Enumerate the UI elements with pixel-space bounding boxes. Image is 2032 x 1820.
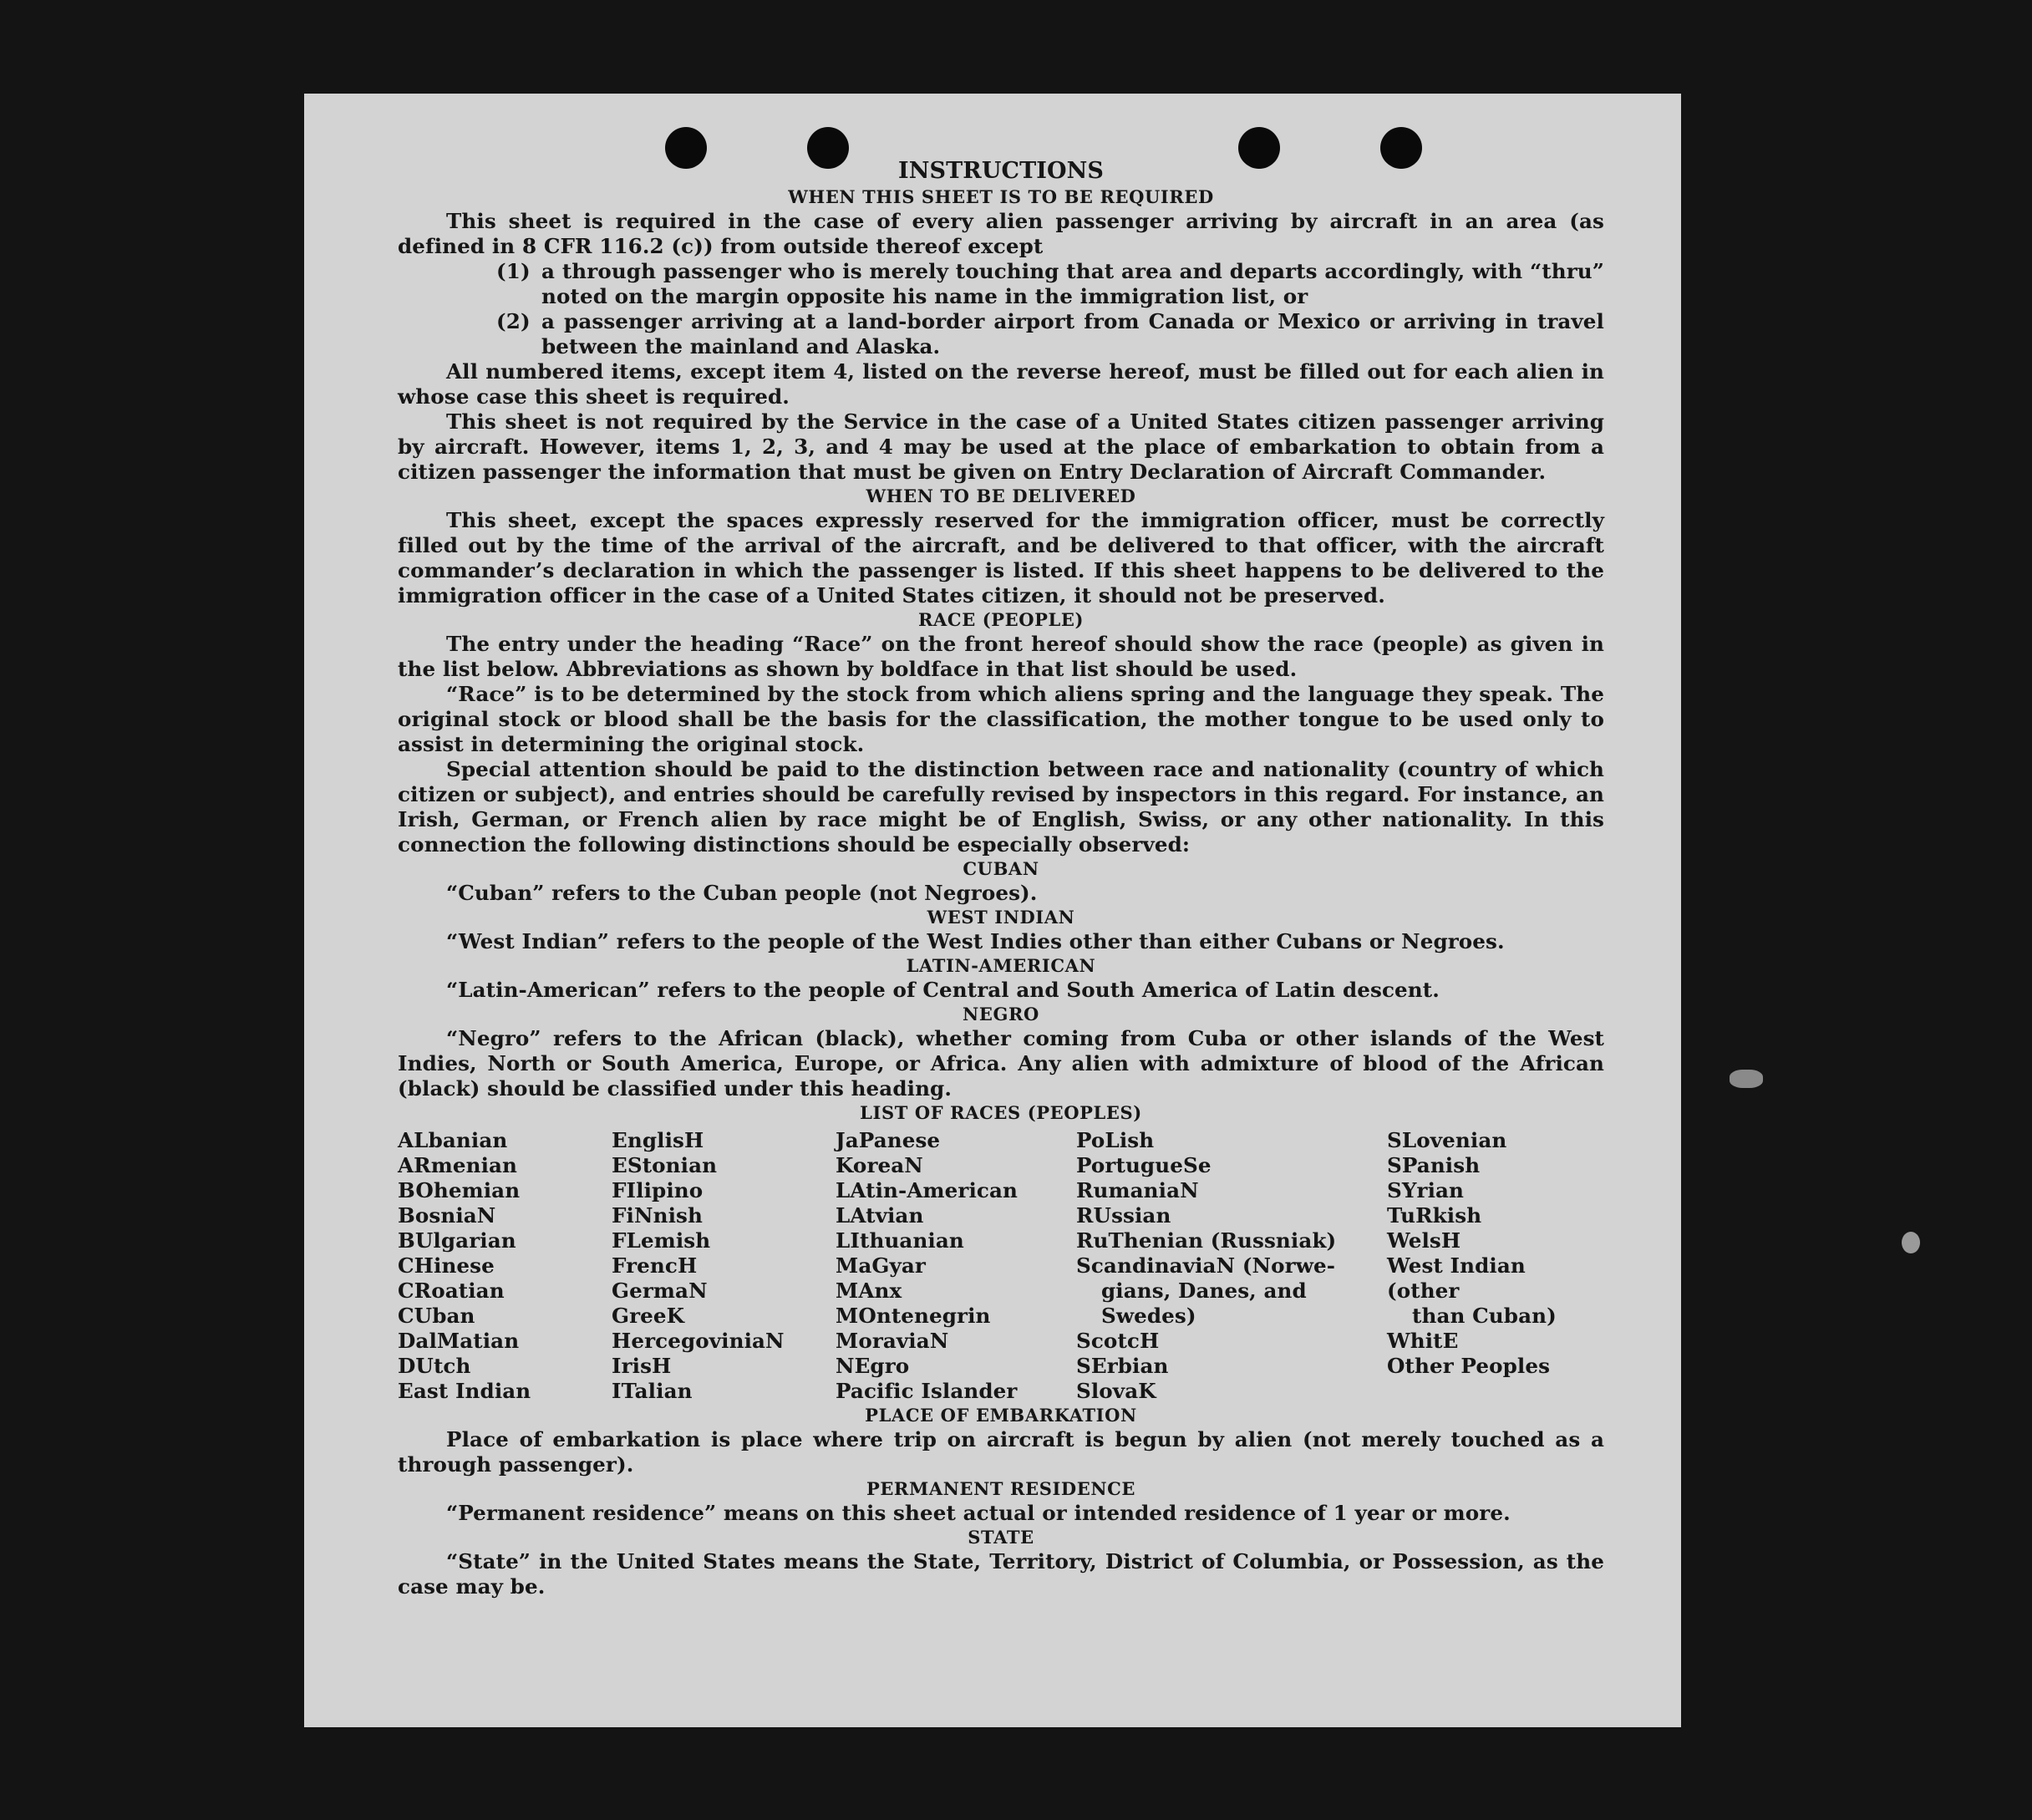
race-entry: DUtch [398,1354,471,1378]
race-entry: BOhemian [398,1178,521,1202]
race-entry: SYrian [1387,1178,1465,1202]
item-number: (2) [496,309,531,333]
race-entry: ITalian [612,1379,693,1403]
heading-when-required: WHEN THIS SHEET IS TO BE REQUIRED [788,186,1214,207]
races-list [398,1128,1604,1404]
race-entry: SPanish [1387,1153,1481,1177]
race-entry: Pacific Islander [836,1379,1018,1403]
race-entry: MaGyar [836,1253,926,1278]
race-entry: ALbanian [398,1128,508,1152]
race-entry: WelsH [1387,1228,1461,1253]
races-column-5 [1387,1128,1604,1404]
race-entry: PortugueSe [1076,1153,1212,1177]
race-entry: DalMatian [398,1329,520,1353]
heading-race: RACE (PEOPLE) [917,609,1085,630]
item-number: (1) [496,259,531,283]
race-entry: East Indian [398,1379,531,1403]
exception-item-1 [496,259,1604,309]
race-entry: FrencH [612,1253,698,1278]
race-entry: CRoatian [398,1279,505,1303]
race-entry: IrisH [612,1354,672,1378]
page-title: INSTRUCTIONS [898,158,1104,184]
race-entry: CUban [398,1304,475,1328]
paragraph-race-nationality: Special attention should be paid to the distinction between race and nationality (country of which citizen or subject), and entries should be carefully revised by inspectors in this regard. For instance, an Irish, German, or French alien by race might be of English, Swiss, or any other nationality. In this connection the following distinctions should be especially observed: [398,757,1604,857]
race-entry-continued: than Cuban) [1412,1304,1557,1328]
paragraph-negro: “Negro” refers to the African (black), whether coming from Cuba or other islands of the West Indies, North or South America, Europe, or Africa. Any alien with admixture of blood of the African (black) should be classified under this heading. [398,1026,1604,1101]
race-entry: PoLish [1076,1128,1155,1152]
heading-west-indian: WEST INDIAN [927,907,1075,928]
races-column-4 [1076,1128,1387,1404]
heading-cuban: CUBAN [963,858,1039,879]
paragraph-west-indian: “West Indian” refers to the people of the West Indies other than either Cubans or Negroes. [446,929,1505,953]
race-entry: RUssian [1076,1203,1171,1228]
race-entry: ScotcH [1076,1329,1160,1353]
races-column-2 [612,1128,836,1404]
race-entry: KoreaN [836,1153,923,1177]
paragraph-numbered-items: All numbered items, except item 4, listed on the reverse hereof, must be filled out for each alien in whose case this sheet is required. [398,359,1604,409]
punch-hole-1 [665,127,707,169]
race-entry: GreeK [612,1304,685,1328]
heading-place-of-embarkation: PLACE OF EMBARKATION [865,1405,1137,1426]
race-entry-continued: Swedes) [1101,1304,1196,1328]
race-entry: MOntenegrin [836,1304,991,1328]
heading-negro: NEGRO [963,1004,1039,1024]
paragraph-citizen-passenger: This sheet is not required by the Service in the case of a United States citizen passenger arriving by aircraft. However, items 1, 2, 3, and 4 may be used at the place of embarkation to obtain from a citizen passenger the information that must be given on Entry Declaration of Aircraft Commander. [398,409,1604,484]
race-entry: RumaniaN [1076,1178,1199,1202]
instruction-sheet [304,94,1681,1727]
race-entry: MAnx [836,1279,902,1303]
heading-state: STATE [968,1527,1034,1548]
race-entry: BUlgarian [398,1228,516,1253]
race-entry: LAtvian [836,1203,924,1228]
races-column-1 [398,1128,612,1404]
paragraph-required-intro: This sheet is required in the case of every alien passenger arriving by aircraft in an area (as defined in 8 CFR 116.2 (c)) from outside thereof except [398,209,1604,258]
race-entry: SlovaK [1076,1379,1156,1403]
paragraph-latin-american: “Latin-American” refers to the people of Central and South America of Latin descent. [446,978,1440,1002]
item-text: a passenger arriving at a land-border airport from Canada or Mexico or arriving in travel between the mainland and Alaska. [541,309,1604,358]
paragraph-cuban: “Cuban” refers to the Cuban people (not Negroes). [446,881,1038,905]
race-entry: FIlipino [612,1178,704,1202]
scan-artifact [1730,1070,1763,1088]
race-entry: LIthuanian [836,1228,964,1253]
race-entry: Other Peoples [1387,1354,1551,1378]
race-entry: LAtin-American [836,1178,1018,1202]
heading-latin-american: LATIN-AMERICAN [906,955,1096,976]
race-entry: WhitE [1387,1329,1459,1353]
races-column-3 [836,1128,1076,1404]
race-entry-continued: gians, Danes, and [1101,1279,1307,1303]
race-entry: TuRkish [1387,1203,1482,1228]
heading-when-delivered: WHEN TO BE DELIVERED [866,486,1136,506]
paragraph-state: “State” in the United States means the State, Territory, District of Columbia, or Possession, as the case may be. [398,1549,1604,1599]
race-entry: JaPanese [836,1128,941,1152]
race-entry: SLovenian [1387,1128,1507,1152]
paragraph-embarkation: Place of embarkation is place where trip on aircraft is begun by alien (not merely touched as a through passenger). [398,1427,1604,1477]
paragraph-delivery: This sheet, except the spaces expressly reserved for the immigration officer, must be correctly filled out by the time of the arrival of the aircraft, and be delivered to that officer, with the aircraft commander’s declaration in which the passenger is listed. If this sheet happens to be delivered to the immigration officer in the case of a United States citizen, it should not be preserved. [398,508,1604,608]
scan-artifact [1902,1232,1920,1253]
race-entry: ScandinaviaN (Norwe- [1076,1253,1336,1278]
race-entry: HercegoviniaN [612,1329,785,1353]
race-entry: RuThenian (Russniak) [1076,1228,1337,1253]
race-entry: NEgro [836,1354,910,1378]
paragraph-race-stock: “Race” is to be determined by the stock from which aliens spring and the language they speak. The original stock or blood shall be the basis for the classification, the mother tongue to be used only to assist in determining the original stock. [398,682,1604,756]
race-entry: FLemish [612,1228,711,1253]
heading-permanent-residence: PERMANENT RESIDENCE [866,1478,1136,1499]
paragraph-residence: “Permanent residence” means on this sheet actual or intended residence of 1 year or more. [446,1501,1511,1525]
paragraph-race-entry: The entry under the heading “Race” on the front hereof should show the race (people) as given in the list below. Abbreviations as shown by boldface in that list should be used. [398,632,1604,681]
race-entry: EnglisH [612,1128,704,1152]
punch-hole-4 [1380,127,1422,169]
heading-list-of-races: LIST OF RACES (PEOPLES) [860,1102,1142,1123]
race-entry: EStonian [612,1153,718,1177]
race-entry: SErbian [1076,1354,1169,1378]
race-entry: MoraviaN [836,1329,949,1353]
race-entry: CHinese [398,1253,495,1278]
race-entry: BosniaN [398,1203,496,1228]
item-text: a through passenger who is merely touching that area and departs accordingly, with “thru” noted on the margin opposite his name in the immigration list, or [541,259,1604,308]
race-entry: GermaN [612,1279,708,1303]
punch-hole-2 [807,127,849,169]
race-entry: West Indian (other [1387,1253,1526,1303]
exception-item-2 [496,309,1604,359]
race-entry: FiNnish [612,1203,703,1228]
race-entry: ARmenian [398,1153,518,1177]
punch-hole-3 [1238,127,1280,169]
